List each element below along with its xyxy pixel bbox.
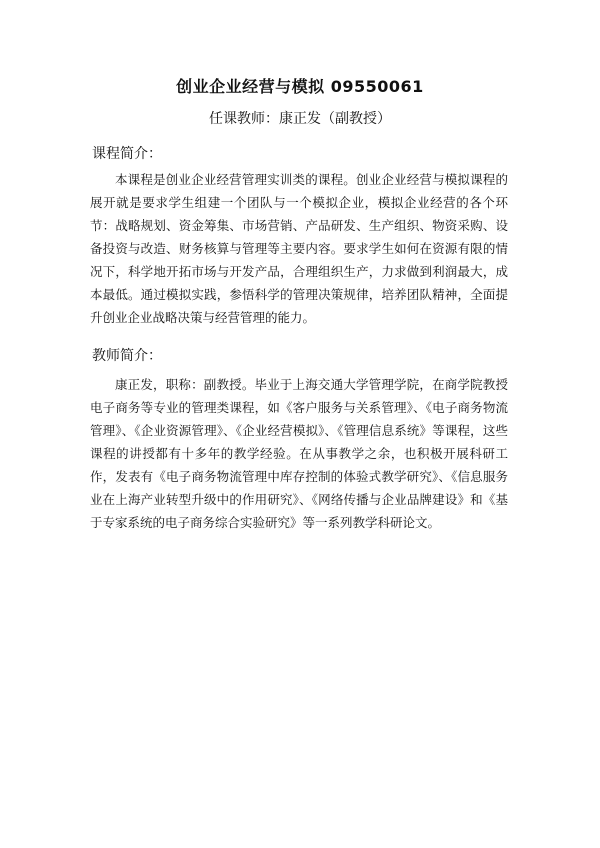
- course-intro-paragraph: 本课程是创业企业经营管理实训类的课程。创业企业经营与模拟课程的展开就是要求学生组建一个团队与一个模拟企业，模拟企业经营的各个环节：战略规划、资金筹集、市场营销、产品研发、生产组织、物资采购、设备投资与改造、财务核算与管理等主要内容。要求学生如何在资源有限的情况下，科学地开拓市场与开发产品，合理组织生产，力求做到利润最大，成本最低。通过模拟实践，参悟科学的管理决策规律，培养团队精神，全面提升创业企业战略决策与经营管理的能力。: [90, 172, 508, 325]
- teacher-intro-heading: 教师简介：: [92, 348, 162, 364]
- course-intro-heading: 课程简介：: [92, 146, 162, 162]
- teacher-intro-paragraph: 康正发，职称：副教授。毕业于上海交通大学管理学院，在商学院教授电子商务等专业的管理类课程，如《客户服务与关系管理》、《电子商务物流管理》、《企业资源管理》、《企业经营模拟》、《管理信息系统》等课程，这些课程的讲授都有十多年的教学经验。在从事教学之余，也积极开展科研工作，发表有《电子商务物流管理中库存控制的体验式教学研究》、《信息服务业在上海产业转型升级中的作用研究》、《网络传播与企业品牌建设》和《基于专家系统的电子商务综合实验研究》等一系列教学科研论文。: [90, 377, 508, 530]
- document-title: 创业企业经营与模拟 09550061: [176, 77, 424, 96]
- instructor-line: 任课教师：康正发（副教授）: [209, 111, 391, 127]
